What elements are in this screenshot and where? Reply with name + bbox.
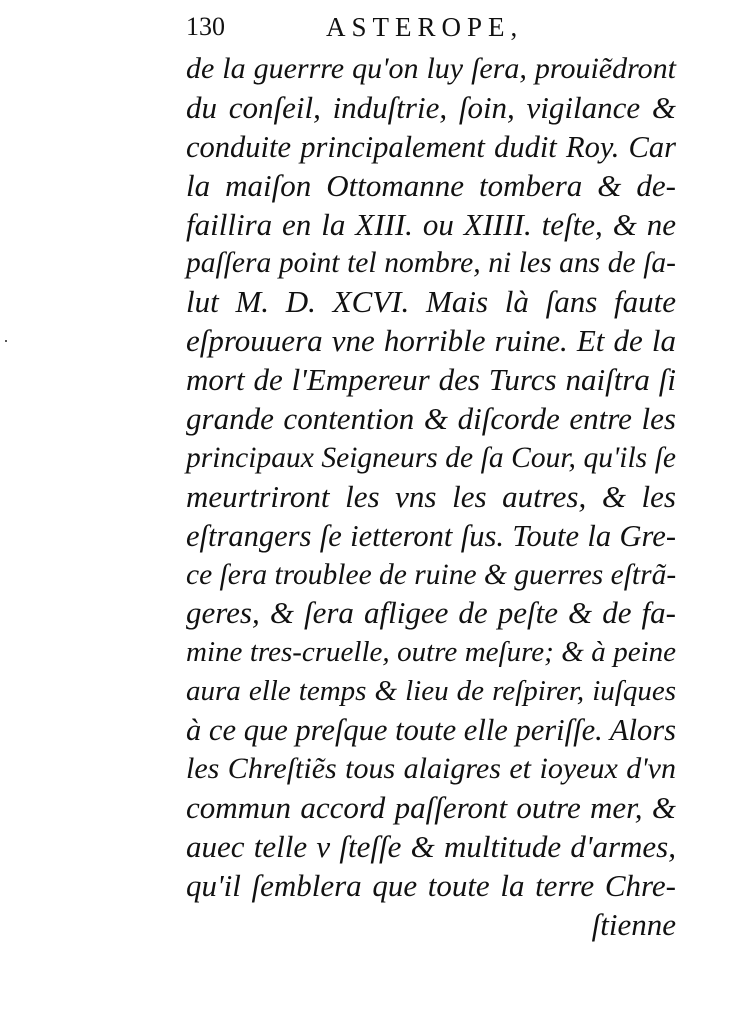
text-line: la maiſon Ottomanne tombera & de- — [186, 167, 676, 203]
running-head: ASTEROPE, — [326, 12, 524, 42]
text-line: geres, & ſera afligee de peſte & de fa- — [186, 595, 676, 631]
text-line: de la guerrre qu'on luy ſera, prouiẽdront — [186, 52, 676, 85]
text-line: paſſera point tel nombre, ni les ans de ſa- — [186, 247, 676, 280]
text-line: aura elle temps & lieu de reſpirer, iuſques — [186, 675, 676, 708]
text-line: commun accord paſſeront outre mer, & — [186, 789, 676, 825]
text-line: meurtriront les vns les autres, & les — [186, 478, 676, 514]
text-line: qu'il ſemblera que toute la terre Chre- — [186, 867, 676, 903]
page-number: 130 — [186, 12, 225, 41]
text-line: principaux Seigneurs de ſa Cour, qu'ils ſe — [186, 441, 676, 474]
catchword: ſtienne — [591, 906, 676, 942]
text-line: faillira en la XIII. ou XIIII. teſte, & ne — [186, 206, 676, 242]
text-line: mort de l'Empereur des Turcs naiſtra ſi — [186, 362, 676, 398]
text-line: eſtrangers ſe ietteront ſus. Toute la Gre- — [186, 518, 676, 553]
text-line: du conſeil, induſtrie, ſoin, vigilance & — [186, 89, 676, 125]
page-header — [186, 8, 666, 48]
gutter-dot — [5, 340, 7, 342]
text-line: auec telle v ſteſſe & multitude d'armes, — [186, 828, 676, 864]
text-line: à ce que preſque toute elle periſſe. Alors — [186, 713, 676, 748]
text-line: lut M. D. XCVI. Mais là ſans faute — [186, 284, 676, 320]
text-line: ce ſera troublee de ruine & guerres eſtrã- — [186, 558, 677, 591]
text-line: grande contention & diſcorde entre les — [186, 401, 676, 437]
body-text — [186, 50, 676, 944]
text-line: eſprouuera vne horrible ruine. Et de la — [186, 323, 676, 359]
text-line: les Chreſtiẽs tous alaigres et ioyeux d'vn — [186, 752, 676, 786]
text-line: mine tres-cruelle, outre meſure; & à peine — [186, 636, 676, 669]
text-line: conduite principalement dudit Roy. Car — [186, 129, 676, 164]
